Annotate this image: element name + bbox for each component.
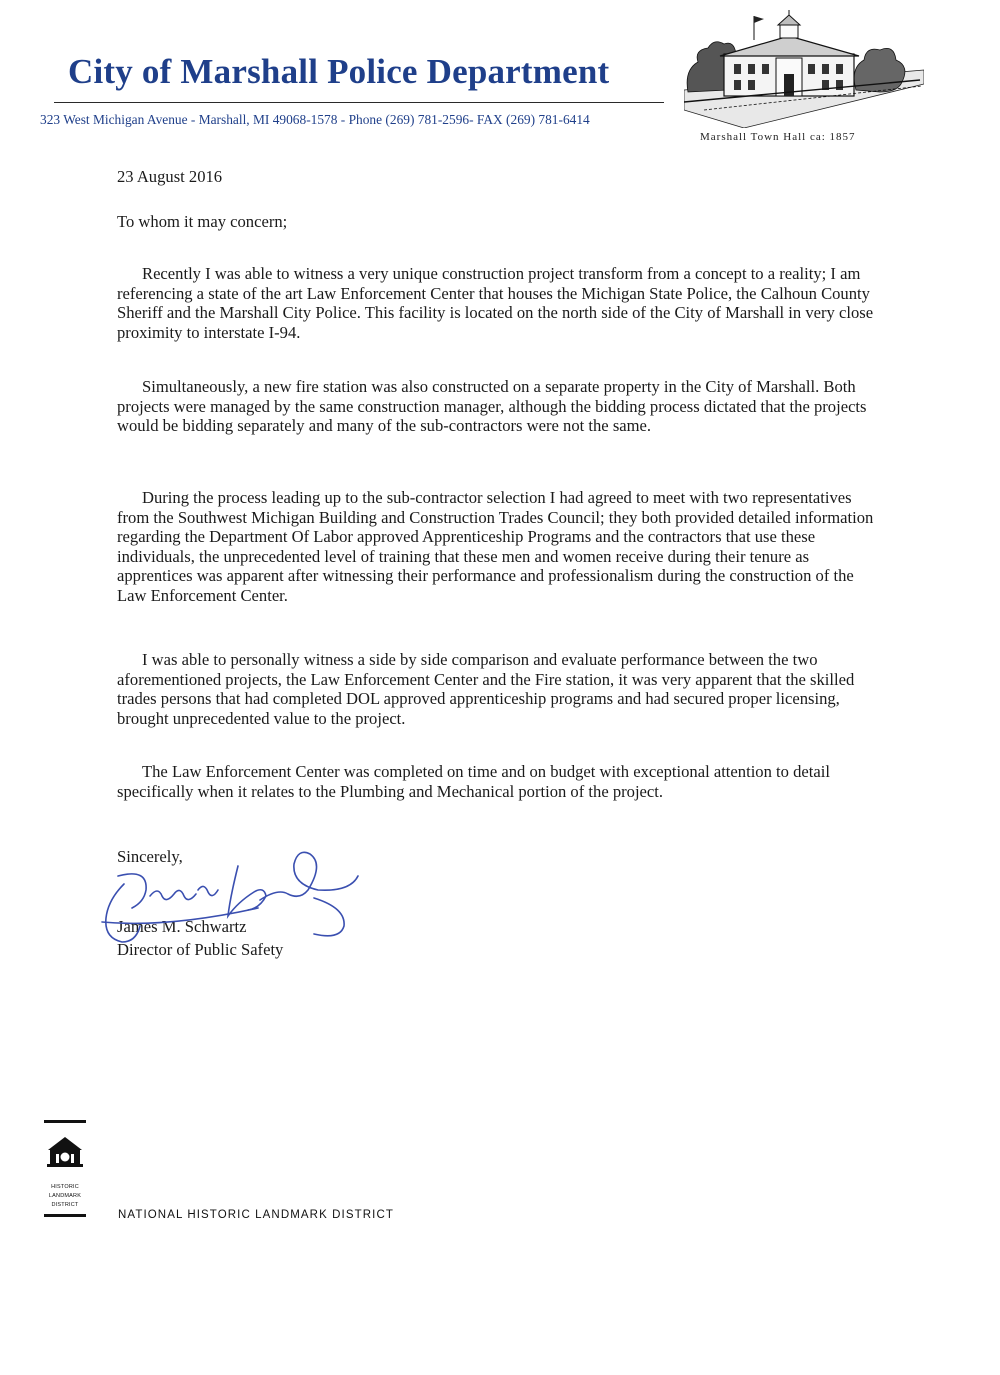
letterhead-address: 323 West Michigan Avenue - Marshall, MI 49068-1578 - Phone (269) 781-2596- FAX (269) 781-6414 [40, 112, 590, 127]
emblem-line-3: DISTRICT [51, 1202, 79, 1208]
town-hall-illustration [684, 10, 924, 128]
letter-date: 23 August 2016 [117, 167, 223, 186]
paragraph-2: Simultaneously, a new fire station was also constructed on a separate property in the City of Marshall. Both projects were managed by the same construction manager, although the bidding process dictated that the projects would be bidding separately and many of the sub-contractors were not the same. [117, 377, 867, 436]
historic-landmark-emblem [40, 1120, 90, 1220]
signer-title: Director of Public Safety [117, 940, 284, 959]
paragraph-5: The Law Enforcement Center was completed on time and on budget with exceptional attention to detail specifically when it relates to the Plumbing and Mechanical portion of the project. [117, 762, 830, 801]
emblem-line-2: LANDMARK [48, 1193, 82, 1199]
footer-district-text: NATIONAL HISTORIC LANDMARK DISTRICT [118, 1209, 394, 1221]
letterhead-rule [54, 102, 664, 103]
letterhead-title: City of Marshall Police Department [68, 52, 610, 91]
letter-closing: Sincerely, [117, 847, 183, 866]
signer-name: James M. Schwartz [117, 917, 247, 936]
paragraph-3: During the process leading up to the sub-contractor selection I had agreed to meet with two representatives from the Southwest Michigan Building and Construction Trades Council; they both provided detailed information regarding the Department Of Labor approved Apprenticeship Programs and the contractors that use these individuals, the unprecedented level of training that these men and women receive during their tenure as apprentices was apparent after witnessing their performance and professionalism during the construction of the Law Enforcement Center. [117, 488, 874, 605]
paragraph-1: Recently I was able to witness a very unique construction project transform from a concept to a reality; I am referencing a state of the art Law Enforcement Center that houses the Michigan State Police, the Calhoun County Sheriff and the Marshall City Police. This facility is located on the north side of the City of Marshall in very close proximity to interstate I-94. [117, 264, 874, 342]
letter-salutation: To whom it may concern; [117, 212, 288, 231]
emblem-bottom-bar [44, 1214, 86, 1217]
town-hall-caption: Marshall Town Hall ca: 1857 [700, 131, 856, 143]
landmark-building-icon [40, 1120, 90, 1180]
emblem-line-1: HISTORIC [51, 1184, 79, 1190]
paragraph-4: I was able to personally witness a side by side comparison and evaluate performance between the two aforementioned projects, the Law Enforcement Center and the Fire station, it was very apparent that the skilled trades persons that had completed DOL approved apprenticeship programs and had secured proper licensing, brought unprecedented value to the project. [117, 650, 855, 728]
handwritten-signature [88, 838, 378, 958]
